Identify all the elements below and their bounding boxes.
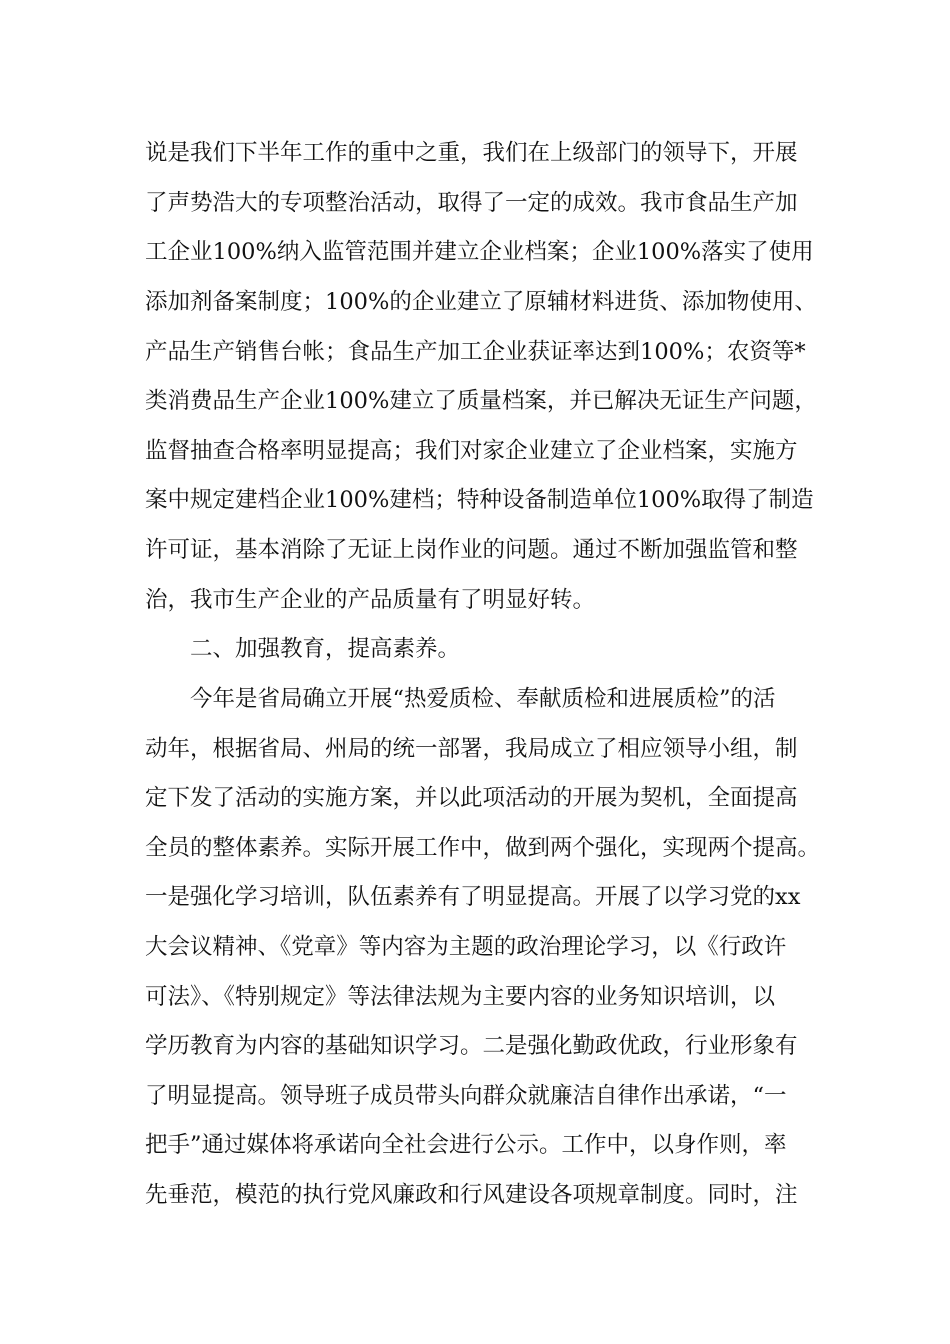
text-line: 监督抽查合格率明显提高；我们对家企业建立了企业档案，实施方 <box>145 438 798 464</box>
text-line: 一是强化学习培训，队伍素养有了明显提高。开展了以学习党的xx <box>145 884 801 910</box>
text-line: 案中规定建档企业100%建档；特种设备制造单位100%取得了制造 <box>145 487 814 513</box>
text-line: 了声势浩大的专项整治活动，取得了一定的成效。我市食品生产加 <box>145 190 798 216</box>
text-line: 学历教育为内容的基础知识学习。二是强化勤政优政，行业形象有 <box>145 1033 798 1059</box>
text-line: 添加剂备案制度；100%的企业建立了原辅材料进货、添加物使用、 <box>145 289 817 315</box>
text-line: 说是我们下半年工作的重中之重，我们在上级部门的领导下，开展 <box>145 140 798 166</box>
section-heading: 二、加强教育，提高素养。 <box>190 636 461 662</box>
text-line: 治，我市生产企业的产品质量有了明显好转。 <box>145 587 596 613</box>
text-line: 类消费品生产企业100%建立了质量档案，并已解决无证生产问题， <box>145 388 817 414</box>
text-line: 把手”通过媒体将承诺向全社会进行公示。工作中，以身作则，率 <box>145 1132 787 1158</box>
text-line: 先垂范，模范的执行党风廉政和行风建设各项规章制度。同时，注 <box>145 1182 798 1208</box>
text-line: 了明显提高。领导班子成员带头向群众就廉洁自律作出承诺，“一 <box>145 1083 787 1109</box>
text-line: 动年，根据省局、州局的统一部署，我局成立了相应领导小组，制 <box>145 736 798 762</box>
text-line: 可法》、《特别规定》等法律法规为主要内容的业务知识培训，以 <box>145 984 776 1010</box>
text-line: 大会议精神、《党章》等内容为主题的政治理论学习，以《行政许 <box>145 934 787 960</box>
text-line: 全员的整体素养。实际开展工作中，做到两个强化，实现两个提高。 <box>145 835 821 861</box>
text-line: 今年是省局确立开展“热爱质检、奉献质检和进展质检”的活 <box>190 686 776 712</box>
text-line: 产品生产销售台帐；食品生产加工企业获证率达到100%；农资等* <box>145 339 806 365</box>
text-line: 许可证，基本消除了无证上岗作业的问题。通过不断加强监管和整 <box>145 537 798 563</box>
text-line: 工企业100%纳入监管范围并建立企业档案；企业100%落实了使用 <box>145 239 814 265</box>
text-line: 定下发了活动的实施方案，并以此项活动的开展为契机，全面提高 <box>145 785 798 811</box>
